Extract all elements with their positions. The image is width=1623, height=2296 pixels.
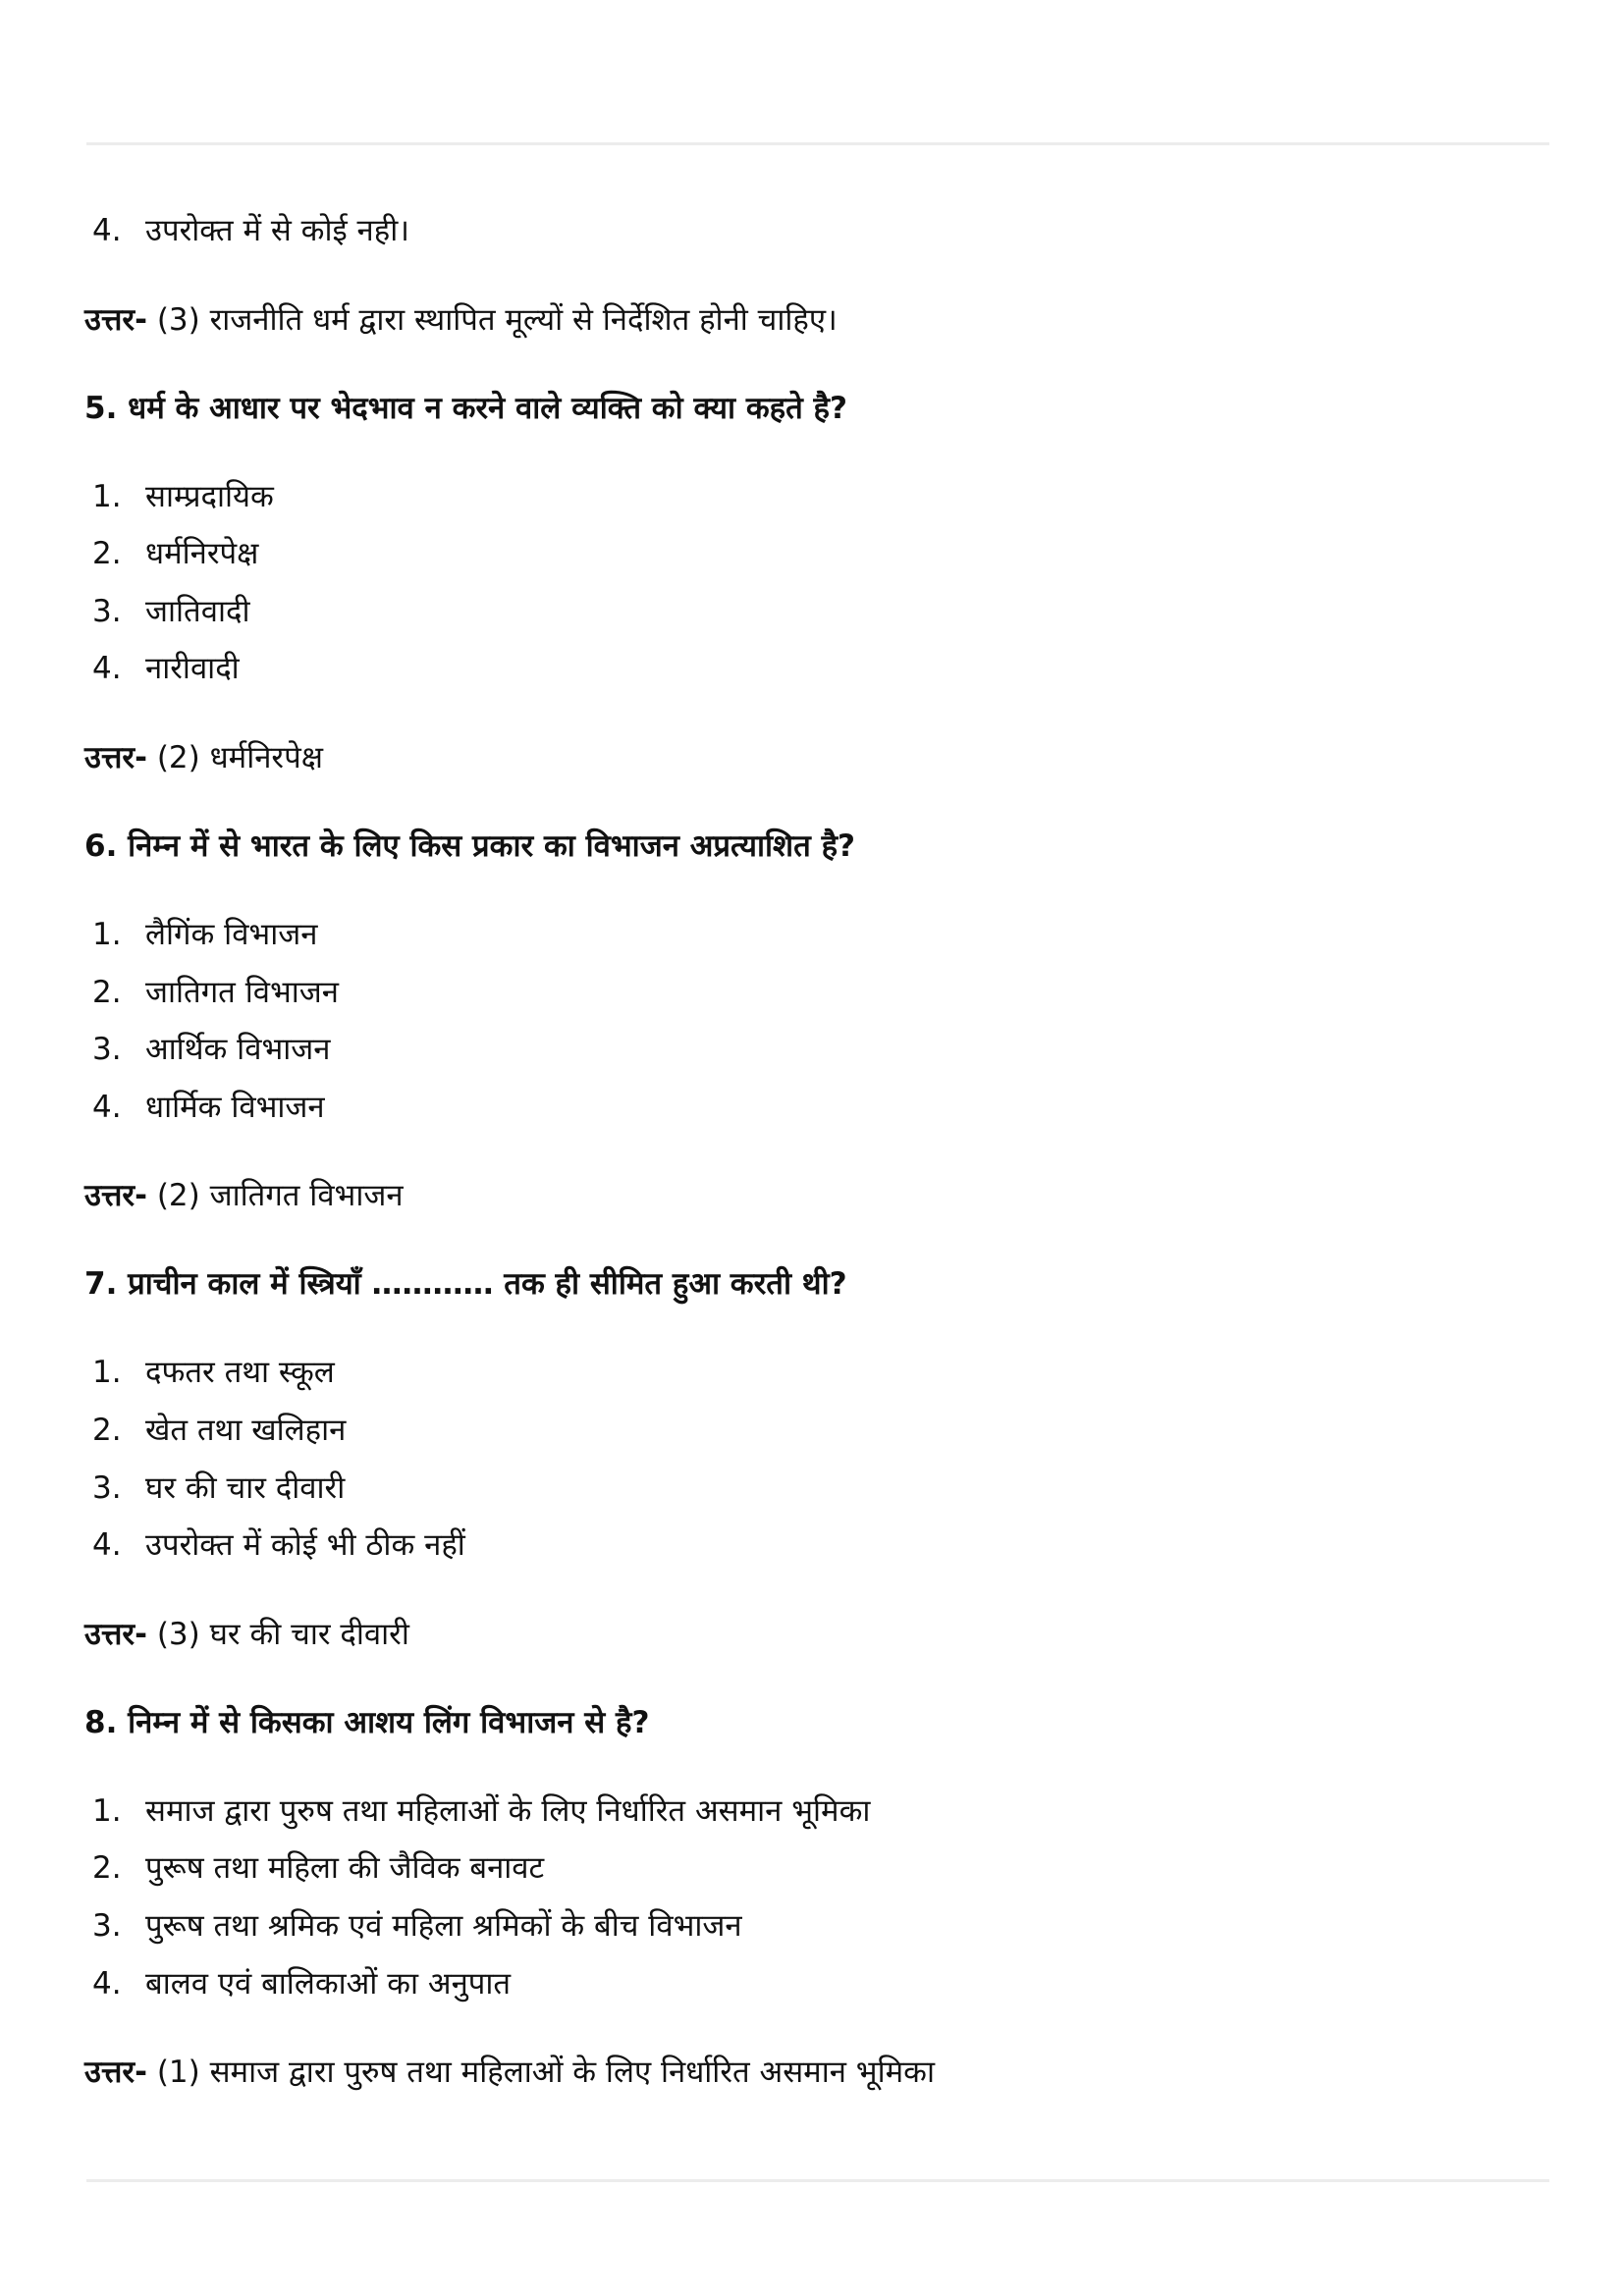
list-item — [84, 1955, 1557, 2013]
option-text: जातिगत विभाजन — [145, 974, 340, 1010]
option-number: 1. — [92, 1355, 122, 1391]
list-item — [84, 964, 1557, 1022]
answer-label: उत्तर- — [84, 739, 147, 775]
list-item — [84, 468, 1557, 526]
option-text: बालव एवं बालिकाओं का अनुपात — [145, 1965, 512, 2002]
top-divider — [86, 142, 1549, 145]
option-number: 4. — [92, 1527, 122, 1564]
list-item — [84, 1460, 1557, 1518]
bottom-divider — [86, 2179, 1549, 2182]
option-text: घर की चार दीवारी — [145, 1469, 346, 1506]
answer-text: (2) धर्मनिरपेक्ष — [146, 739, 323, 775]
option-number: 4. — [92, 1089, 122, 1125]
option-text: खेत तथा खलिहान — [145, 1412, 347, 1448]
answer-text: (1) समाज द्वारा पुरुष तथा महिलाओं के लिए निर्धारित असमान भूमिका — [146, 2055, 936, 2091]
option-number: 3. — [92, 593, 122, 629]
list-item — [84, 525, 1557, 583]
list-item — [84, 1079, 1557, 1137]
answer-label: उत्तर- — [84, 1616, 147, 1652]
option-number: 2. — [92, 536, 122, 572]
list-item — [84, 640, 1557, 698]
question-heading: 7. प्राचीन काल में स्त्रियाँ ………… तक ही सीमित हुआ करती थी? — [84, 1266, 847, 1303]
answer-label: उत्तर- — [84, 1178, 147, 1214]
question-heading: 6. निम्न में से भारत के लिए किस प्रकार का विभाजन अप्रत्याशित है? — [84, 828, 856, 864]
answer-label: उत्तर- — [84, 301, 147, 338]
answer-line — [84, 2044, 1557, 2101]
option-text: आर्थिक विभाजन — [145, 1032, 331, 1068]
list-item — [84, 1840, 1557, 1897]
answer-text: (3) राजनीति धर्म द्वारा स्थापित मूल्यों से निर्देशित होनी चाहिए। — [146, 301, 838, 338]
list-item — [84, 1402, 1557, 1460]
list-item — [84, 906, 1557, 964]
answer-line — [84, 1606, 1557, 1663]
option-text: पुरूष तथा महिला की जैविक बनावट — [145, 1850, 545, 1887]
option-text: उपरोक्त में कोई भी ठीक नहीं — [145, 1527, 465, 1564]
document-content — [84, 202, 1557, 2101]
option-number: 3. — [92, 1907, 122, 1944]
question-heading: 5. धर्म के आधार पर भेदभाव न करने वाले व्यक्ति को क्या कहते है? — [84, 390, 848, 426]
option-number: 1. — [92, 916, 122, 952]
answer-line — [84, 729, 1557, 786]
option-text: नारीवादी — [145, 651, 240, 687]
answer-line — [84, 1167, 1557, 1224]
option-number: 3. — [92, 1032, 122, 1068]
list-item — [84, 1517, 1557, 1575]
answer-text: (2) जातिगत विभाजन — [146, 1178, 404, 1214]
option-text: उपरोक्त में से कोई नही। — [145, 213, 410, 248]
option-number: 4. — [92, 213, 122, 248]
answer-text: (3) घर की चार दीवारी — [146, 1616, 409, 1652]
option-text: लैगिंक विभाजन — [145, 916, 318, 952]
option-text: पुरूष तथा श्रमिक एवं महिला श्रमिकों के बीच विभाजन — [145, 1907, 742, 1944]
option-number: 1. — [92, 1792, 122, 1829]
answer-label: उत्तर- — [84, 2055, 147, 2091]
option-text: साम्प्रदायिक — [145, 478, 274, 514]
option-number: 2. — [92, 974, 122, 1010]
option-number: 2. — [92, 1850, 122, 1887]
option-text: धार्मिक विभाजन — [145, 1089, 325, 1125]
option-number: 1. — [92, 478, 122, 514]
option-number: 4. — [92, 1965, 122, 2002]
option-number: 2. — [92, 1412, 122, 1448]
option-number: 3. — [92, 1469, 122, 1506]
option-text: दफतर तथा स्कूल — [145, 1355, 335, 1391]
list-item — [84, 1021, 1557, 1079]
list-item — [84, 583, 1557, 641]
option-text: धर्मनिरपेक्ष — [145, 536, 259, 572]
list-item — [84, 1897, 1557, 1955]
option-text: जातिवादी — [145, 593, 250, 629]
list-item — [84, 1783, 1557, 1841]
option-number: 4. — [92, 651, 122, 687]
list-item — [84, 202, 1557, 260]
question-heading: 8. निम्न में से किसका आशय लिंग विभाजन से है? — [84, 1704, 650, 1740]
answer-line — [84, 292, 1557, 348]
list-item — [84, 1344, 1557, 1402]
option-text: समाज द्वारा पुरुष तथा महिलाओं के लिए निर्धारित असमान भूमिका — [145, 1792, 871, 1829]
